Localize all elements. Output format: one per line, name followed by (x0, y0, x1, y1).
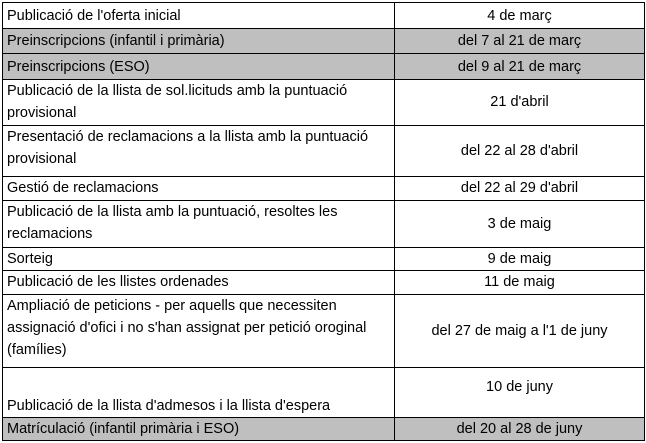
activity-cell: Preinscripcions (infantil i primària) (3, 29, 395, 54)
table-row (3, 368, 645, 417)
activity-cell: Sorteig (3, 248, 395, 271)
date-cell: 9 de maig (395, 248, 645, 271)
table-row (3, 54, 645, 79)
activity-cell: Publicació de la llista d'admesos i la llista d'espera (3, 368, 395, 417)
activity-cell: Publicació de la llista de sol.licituds amb la puntuació provisional (3, 79, 395, 125)
activity-cell: Publicació de les llistes ordenades (3, 271, 395, 294)
activity-cell: Gestió de reclamacions (3, 176, 395, 200)
date-cell: del 22 al 28 d'abril (395, 126, 645, 176)
admission-calendar-table (2, 2, 645, 441)
activity-cell: Matrículació (infantil primària i ESO) (3, 417, 395, 440)
table-row (3, 29, 645, 54)
table-row (3, 271, 645, 294)
activity-cell: Ampliació de peticions - per aquells que necessiten assignació d'ofici i no s'han assignat per petició oroginal (famílies) (3, 294, 395, 368)
date-cell: 11 de maig (395, 271, 645, 294)
table-row (3, 248, 645, 271)
activity-cell: Presentació de reclamacions a la llista amb la puntuació provisional (3, 126, 395, 176)
date-cell: del 20 al 28 de juny (395, 417, 645, 440)
table-row (3, 176, 645, 200)
table-row (3, 417, 645, 440)
table-row (3, 126, 645, 176)
activity-cell: Preinscripcions (ESO) (3, 54, 395, 79)
table-row (3, 3, 645, 29)
date-cell: del 22 al 29 d'abril (395, 176, 645, 200)
date-cell: del 27 de maig a l'1 de juny (395, 294, 645, 368)
table-row (3, 294, 645, 368)
table-row (3, 79, 645, 125)
table-row (3, 200, 645, 247)
date-cell: del 7 al 21 de març (395, 29, 645, 54)
date-cell: 21 d'abril (395, 79, 645, 125)
date-cell: 4 de març (395, 3, 645, 29)
date-cell: del 9 al 21 de març (395, 54, 645, 79)
activity-cell: Publicació de la llista amb la puntuació, resoltes les reclamacions (3, 200, 395, 247)
date-cell: 10 de juny (395, 368, 645, 417)
date-cell: 3 de maig (395, 200, 645, 247)
activity-cell: Publicació de l'oferta inicial (3, 3, 395, 29)
